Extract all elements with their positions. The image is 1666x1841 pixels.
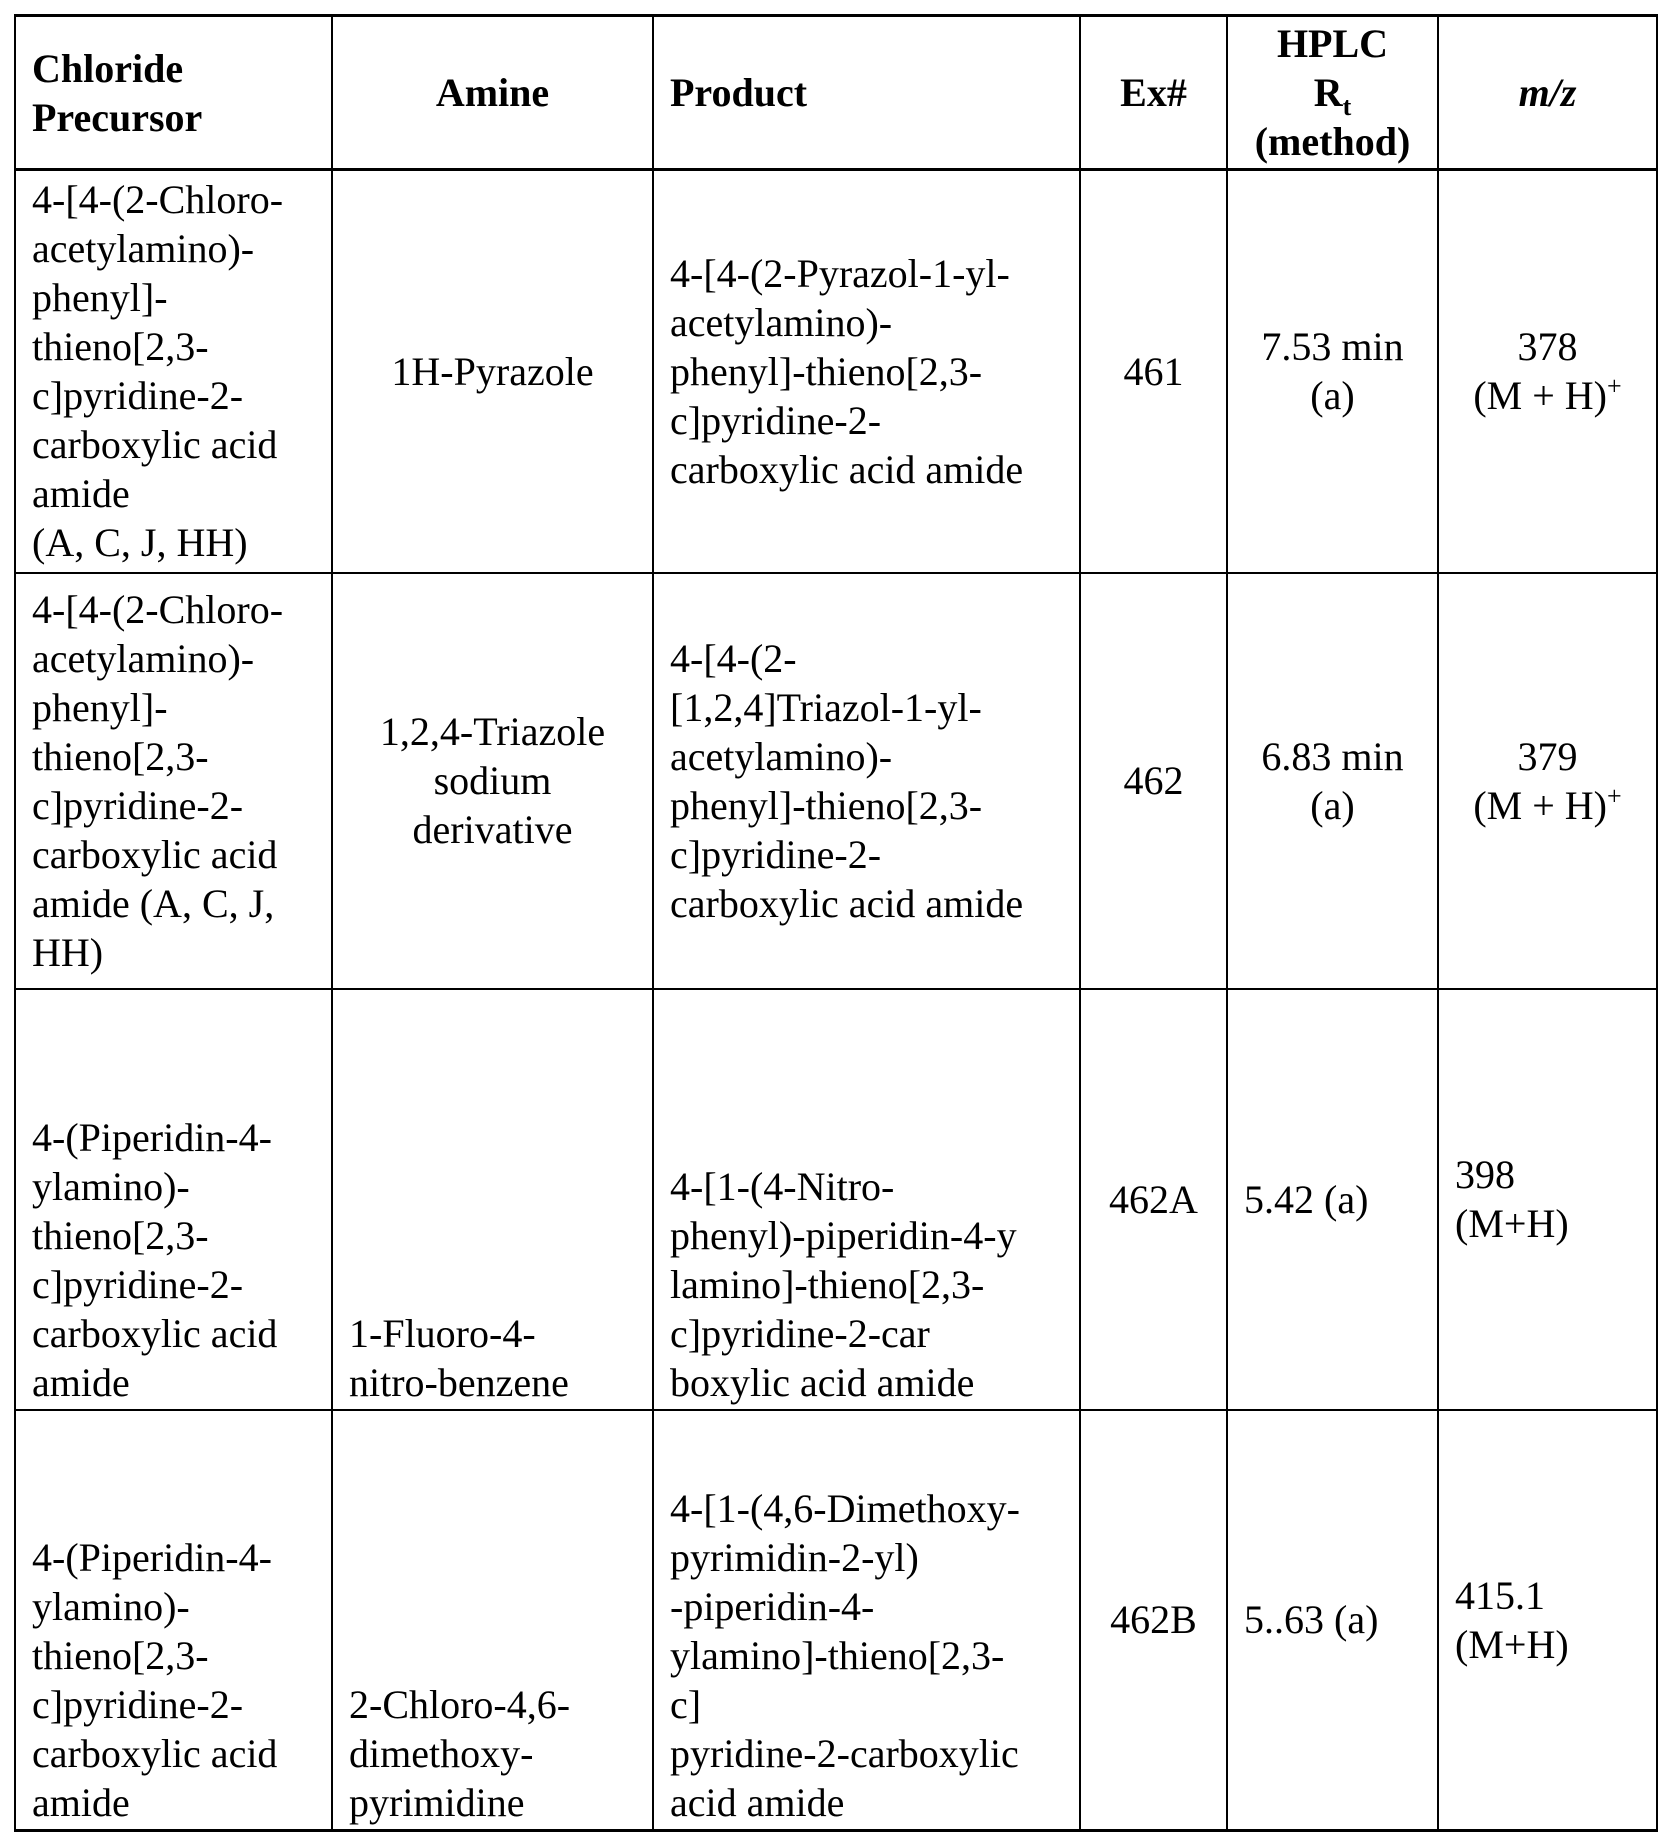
hplc-cell: 5..63 (a) [1227, 1410, 1438, 1831]
mz-cell [1438, 573, 1657, 989]
precursor-cell: 4-[4-(2-Chloro- acetylamino)- phenyl]- thieno[2,3- c]pyridine-2- carboxylic acid amide (A, C, J, HH) [15, 573, 332, 989]
rt-label: R [1314, 70, 1343, 115]
hplc-cell: 6.83 min (a) [1227, 573, 1438, 989]
mz-ion: (M + H) [1473, 373, 1607, 418]
hplc-label: HPLC [1277, 21, 1388, 66]
amine-cell: 2-Chloro-4,6- dimethoxy- pyrimidine [332, 1410, 653, 1831]
rt-subscript: t [1343, 92, 1352, 121]
header-chloride-precursor: Chloride Precursor [15, 16, 332, 170]
amine-cell: 1-Fluoro-4- nitro-benzene [332, 989, 653, 1410]
product-cell: 4-[1-(4,6-Dimethoxy- pyrimidin-2-yl) -piperidin-4- ylamino]-thieno[2,3- c] pyridine-2-carboxylic acid amide [653, 1410, 1080, 1831]
hplc-cell: 7.53 min (a) [1227, 170, 1438, 573]
amine-cell: 1H-Pyrazole [332, 170, 653, 573]
method-label: (method) [1255, 119, 1411, 164]
product-cell: 4-[4-(2- [1,2,4]Triazol-1-yl- acetylamino)- phenyl]-thieno[2,3- c]pyridine-2- carboxylic acid amide [653, 573, 1080, 989]
header-mz: m/z [1438, 16, 1657, 170]
mz-cell [1438, 170, 1657, 573]
table-row [15, 573, 1657, 989]
precursor-cell: 4-(Piperidin-4- ylamino)- thieno[2,3- c]pyridine-2- carboxylic acid amide [15, 989, 332, 1410]
table-row [15, 170, 1657, 573]
header-row [15, 16, 1657, 170]
header-product: Product [653, 16, 1080, 170]
mz-charge: + [1607, 372, 1622, 401]
header-amine: Amine [332, 16, 653, 170]
ex-cell: 462 [1080, 573, 1227, 989]
ex-cell: 461 [1080, 170, 1227, 573]
mz-ion: (M + H) [1473, 783, 1607, 828]
header-hplc [1227, 16, 1438, 170]
mz-value: 378 [1518, 324, 1578, 369]
product-cell: 4-[4-(2-Pyrazol-1-yl- acetylamino)- phenyl]-thieno[2,3- c]pyridine-2- carboxylic acid amide [653, 170, 1080, 573]
hplc-cell: 5.42 (a) [1227, 989, 1438, 1410]
mz-cell: 398 (M+H) [1438, 989, 1657, 1410]
ex-cell: 462A [1080, 989, 1227, 1410]
compound-table [14, 14, 1658, 1832]
mz-charge: + [1607, 781, 1622, 810]
header-ex: Ex# [1080, 16, 1227, 170]
mz-value: 379 [1518, 734, 1578, 779]
ex-cell: 462B [1080, 1410, 1227, 1831]
table-row [15, 989, 1657, 1410]
precursor-cell: 4-[4-(2-Chloro- acetylamino)- phenyl]- thieno[2,3- c]pyridine-2- carboxylic acid amide (A, C, J, HH) [15, 170, 332, 573]
table-row [15, 1410, 1657, 1831]
mz-cell: 415.1 (M+H) [1438, 1410, 1657, 1831]
amine-cell: 1,2,4-Triazole sodium derivative [332, 573, 653, 989]
precursor-cell: 4-(Piperidin-4- ylamino)- thieno[2,3- c]pyridine-2- carboxylic acid amide [15, 1410, 332, 1831]
product-cell: 4-[1-(4-Nitro- phenyl)-piperidin-4-y lamino]-thieno[2,3- c]pyridine-2-car boxylic acid amide [653, 989, 1080, 1410]
